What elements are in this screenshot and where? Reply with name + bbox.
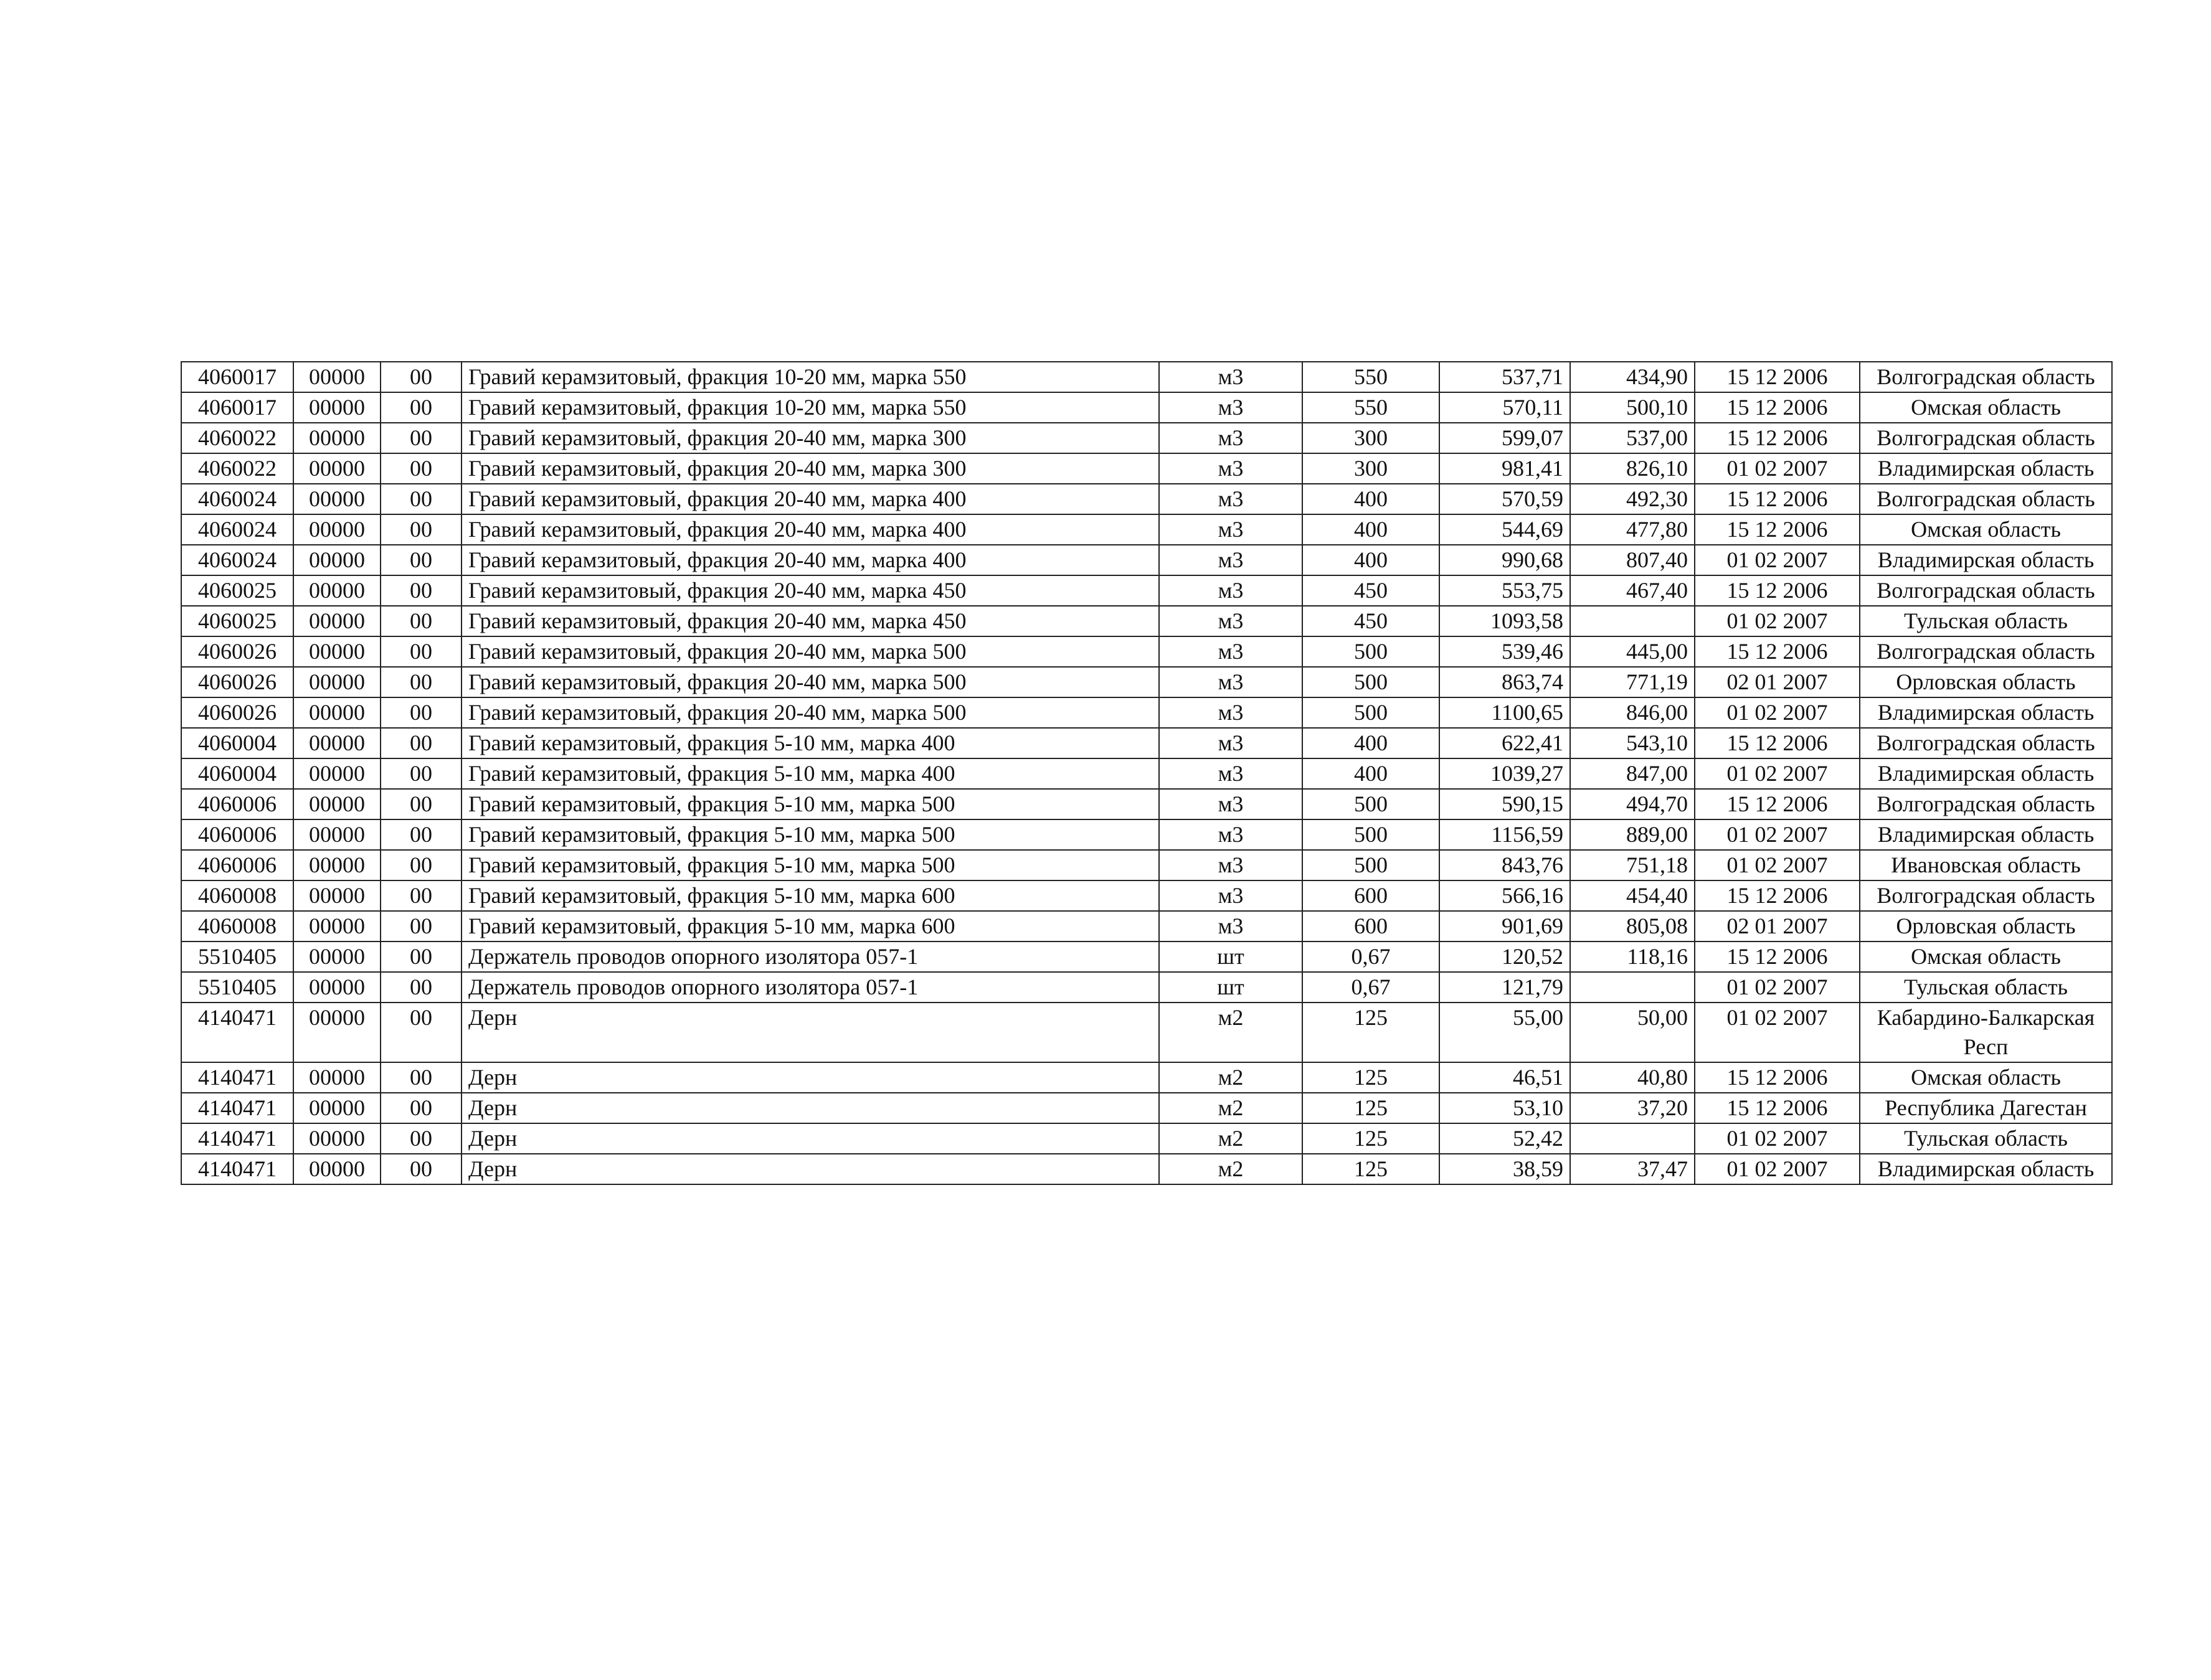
- unit-cell: м3: [1159, 667, 1302, 697]
- date-cell: 15 12 2006: [1695, 728, 1860, 758]
- material-name-cell: Гравий керамзитовый, фракция 5-10 мм, марка 500: [462, 850, 1159, 880]
- material-name-cell: Гравий керамзитовый, фракция 5-10 мм, марка 600: [462, 911, 1159, 941]
- price-alt-cell: 445,00: [1570, 636, 1695, 667]
- unit-cell: м3: [1159, 758, 1302, 789]
- unit-cell: м3: [1159, 362, 1302, 392]
- region-cell: Республика Дагестан: [1860, 1093, 2112, 1123]
- price-cell: 843,76: [1439, 850, 1570, 880]
- price-alt-cell: 434,90: [1570, 362, 1695, 392]
- unit-cell: м3: [1159, 850, 1302, 880]
- date-cell: 01 02 2007: [1695, 850, 1860, 880]
- unit-cell: м2: [1159, 1123, 1302, 1154]
- unit-cell: м3: [1159, 575, 1302, 606]
- region-cell: Волгоградская область: [1860, 362, 2112, 392]
- region-cell: Омская область: [1860, 392, 2112, 423]
- table-row: [181, 1123, 2112, 1154]
- table-row: [181, 636, 2112, 667]
- region-cell: Владимирская область: [1860, 758, 2112, 789]
- quantity-cell: 500: [1302, 850, 1439, 880]
- table-row: [181, 575, 2112, 606]
- date-cell: 01 02 2007: [1695, 606, 1860, 636]
- sub-code-cell: 00000: [293, 423, 381, 453]
- quantity-cell: 500: [1302, 667, 1439, 697]
- date-cell: 15 12 2006: [1695, 789, 1860, 819]
- unit-cell: м3: [1159, 484, 1302, 514]
- sub-code-cell: 00000: [293, 636, 381, 667]
- unit-cell: шт: [1159, 941, 1302, 972]
- quantity-cell: 125: [1302, 1003, 1439, 1062]
- material-name-cell: Дерн: [462, 1123, 1159, 1154]
- region-cell: Владимирская область: [1860, 453, 2112, 484]
- sub-code-cell: 00000: [293, 1003, 381, 1062]
- material-name-cell: Гравий керамзитовый, фракция 20-40 мм, марка 450: [462, 606, 1159, 636]
- unit-cell: м3: [1159, 728, 1302, 758]
- unit-cell: м3: [1159, 514, 1302, 545]
- price-cell: 120,52: [1439, 941, 1570, 972]
- price-alt-cell: 37,47: [1570, 1154, 1695, 1184]
- unit-cell: м3: [1159, 789, 1302, 819]
- sub-code-cell: 00000: [293, 545, 381, 575]
- unit-cell: м3: [1159, 453, 1302, 484]
- price-alt-cell: 771,19: [1570, 667, 1695, 697]
- sub-code-cell: 00000: [293, 941, 381, 972]
- date-cell: 01 02 2007: [1695, 1123, 1860, 1154]
- price-cell: 121,79: [1439, 972, 1570, 1003]
- table-row: [181, 453, 2112, 484]
- table-row: [181, 941, 2112, 972]
- region-cell: Ивановская область: [1860, 850, 2112, 880]
- quantity-cell: 600: [1302, 911, 1439, 941]
- sub-code-cell: 00000: [293, 1123, 381, 1154]
- material-code-cell: 4060024: [181, 545, 293, 575]
- material-code-cell: 4060004: [181, 758, 293, 789]
- price-cell: 1093,58: [1439, 606, 1570, 636]
- price-cell: 53,10: [1439, 1093, 1570, 1123]
- date-cell: 15 12 2006: [1695, 941, 1860, 972]
- price-table: [181, 361, 2113, 1185]
- price-alt-cell: 847,00: [1570, 758, 1695, 789]
- date-cell: 15 12 2006: [1695, 484, 1860, 514]
- quantity-cell: 400: [1302, 484, 1439, 514]
- price-alt-cell: 805,08: [1570, 911, 1695, 941]
- sub-code-cell: 00000: [293, 972, 381, 1003]
- price-alt-cell: 807,40: [1570, 545, 1695, 575]
- sub-code-cell: 00000: [293, 575, 381, 606]
- sub-code-cell: 00000: [293, 392, 381, 423]
- region-cell: Омская область: [1860, 1062, 2112, 1093]
- price-alt-cell: 826,10: [1570, 453, 1695, 484]
- date-cell: 01 02 2007: [1695, 1154, 1860, 1184]
- price-alt-cell: 50,00: [1570, 1003, 1695, 1062]
- unit-cell: м3: [1159, 423, 1302, 453]
- price-alt-cell: 467,40: [1570, 575, 1695, 606]
- unit-cell: м3: [1159, 606, 1302, 636]
- material-code-cell: 4060006: [181, 789, 293, 819]
- material-code-cell: 4140471: [181, 1062, 293, 1093]
- index-cell: 00: [381, 453, 462, 484]
- sub-code-cell: 00000: [293, 1062, 381, 1093]
- date-cell: 15 12 2006: [1695, 880, 1860, 911]
- date-cell: 01 02 2007: [1695, 697, 1860, 728]
- region-cell: Волгоградская область: [1860, 484, 2112, 514]
- table-row: [181, 606, 2112, 636]
- table-row: [181, 758, 2112, 789]
- unit-cell: шт: [1159, 972, 1302, 1003]
- material-code-cell: 4060025: [181, 575, 293, 606]
- sub-code-cell: 00000: [293, 850, 381, 880]
- table-row: [181, 514, 2112, 545]
- date-cell: 02 01 2007: [1695, 911, 1860, 941]
- unit-cell: м2: [1159, 1093, 1302, 1123]
- price-cell: 570,11: [1439, 392, 1570, 423]
- material-name-cell: Дерн: [462, 1003, 1159, 1062]
- sub-code-cell: 00000: [293, 484, 381, 514]
- index-cell: 00: [381, 941, 462, 972]
- unit-cell: м2: [1159, 1154, 1302, 1184]
- material-name-cell: Гравий керамзитовый, фракция 5-10 мм, марка 500: [462, 789, 1159, 819]
- price-cell: 55,00: [1439, 1003, 1570, 1062]
- material-code-cell: 4060025: [181, 606, 293, 636]
- material-name-cell: Гравий керамзитовый, фракция 5-10 мм, марка 600: [462, 880, 1159, 911]
- table-row: [181, 1154, 2112, 1184]
- index-cell: 00: [381, 484, 462, 514]
- quantity-cell: 0,67: [1302, 972, 1439, 1003]
- price-cell: 1100,65: [1439, 697, 1570, 728]
- region-cell: Тульская область: [1860, 972, 2112, 1003]
- region-cell: Волгоградская область: [1860, 636, 2112, 667]
- price-alt-cell: 477,80: [1570, 514, 1695, 545]
- unit-cell: м3: [1159, 636, 1302, 667]
- material-name-cell: Гравий керамзитовый, фракция 10-20 мм, марка 550: [462, 392, 1159, 423]
- material-name-cell: Гравий керамзитовый, фракция 20-40 мм, марка 400: [462, 484, 1159, 514]
- region-cell: Волгоградская область: [1860, 789, 2112, 819]
- unit-cell: м3: [1159, 819, 1302, 850]
- material-code-cell: 4060024: [181, 484, 293, 514]
- material-code-cell: 4140471: [181, 1154, 293, 1184]
- index-cell: 00: [381, 1154, 462, 1184]
- price-cell: 566,16: [1439, 880, 1570, 911]
- date-cell: 01 02 2007: [1695, 453, 1860, 484]
- quantity-cell: 600: [1302, 880, 1439, 911]
- date-cell: 01 02 2007: [1695, 819, 1860, 850]
- unit-cell: м3: [1159, 697, 1302, 728]
- table-row: [181, 789, 2112, 819]
- material-code-cell: 4060008: [181, 911, 293, 941]
- sub-code-cell: 00000: [293, 911, 381, 941]
- price-cell: 570,59: [1439, 484, 1570, 514]
- quantity-cell: 125: [1302, 1062, 1439, 1093]
- index-cell: 00: [381, 1093, 462, 1123]
- price-cell: 1156,59: [1439, 819, 1570, 850]
- price-cell: 990,68: [1439, 545, 1570, 575]
- quantity-cell: 400: [1302, 514, 1439, 545]
- index-cell: 00: [381, 728, 462, 758]
- index-cell: 00: [381, 423, 462, 453]
- material-code-cell: 4140471: [181, 1093, 293, 1123]
- date-cell: 15 12 2006: [1695, 423, 1860, 453]
- index-cell: 00: [381, 362, 462, 392]
- table-body: [181, 362, 2112, 1184]
- material-code-cell: 4060026: [181, 636, 293, 667]
- date-cell: 01 02 2007: [1695, 545, 1860, 575]
- price-cell: 537,71: [1439, 362, 1570, 392]
- index-cell: 00: [381, 1062, 462, 1093]
- index-cell: 00: [381, 850, 462, 880]
- sub-code-cell: 00000: [293, 606, 381, 636]
- quantity-cell: 500: [1302, 789, 1439, 819]
- region-cell: Волгоградская область: [1860, 423, 2112, 453]
- region-cell: Тульская область: [1860, 606, 2112, 636]
- price-cell: 599,07: [1439, 423, 1570, 453]
- material-code-cell: 4060008: [181, 880, 293, 911]
- material-name-cell: Гравий керамзитовый, фракция 20-40 мм, марка 450: [462, 575, 1159, 606]
- material-name-cell: Дерн: [462, 1093, 1159, 1123]
- unit-cell: м3: [1159, 911, 1302, 941]
- region-cell: Волгоградская область: [1860, 728, 2112, 758]
- date-cell: 02 01 2007: [1695, 667, 1860, 697]
- region-cell: Омская область: [1860, 941, 2112, 972]
- index-cell: 00: [381, 606, 462, 636]
- table-row: [181, 819, 2112, 850]
- price-cell: 901,69: [1439, 911, 1570, 941]
- material-code-cell: 4060017: [181, 392, 293, 423]
- quantity-cell: 300: [1302, 453, 1439, 484]
- index-cell: 00: [381, 880, 462, 911]
- date-cell: 01 02 2007: [1695, 1003, 1860, 1062]
- table-row: [181, 1093, 2112, 1123]
- table-row: [181, 880, 2112, 911]
- price-cell: 590,15: [1439, 789, 1570, 819]
- material-code-cell: 4140471: [181, 1123, 293, 1154]
- price-cell: 863,74: [1439, 667, 1570, 697]
- quantity-cell: 400: [1302, 545, 1439, 575]
- material-code-cell: 4060006: [181, 819, 293, 850]
- material-name-cell: Гравий керамзитовый, фракция 10-20 мм, марка 550: [462, 362, 1159, 392]
- material-name-cell: Гравий керамзитовый, фракция 20-40 мм, марка 500: [462, 667, 1159, 697]
- price-alt-cell: 537,00: [1570, 423, 1695, 453]
- index-cell: 00: [381, 819, 462, 850]
- quantity-cell: 450: [1302, 606, 1439, 636]
- region-cell: Волгоградская область: [1860, 880, 2112, 911]
- index-cell: 00: [381, 1003, 462, 1062]
- price-alt-cell: 494,70: [1570, 789, 1695, 819]
- material-name-cell: Гравий керамзитовый, фракция 20-40 мм, марка 300: [462, 423, 1159, 453]
- sub-code-cell: 00000: [293, 1154, 381, 1184]
- index-cell: 00: [381, 1123, 462, 1154]
- table-row: [181, 1062, 2112, 1093]
- region-cell: Орловская область: [1860, 667, 2112, 697]
- date-cell: 15 12 2006: [1695, 1093, 1860, 1123]
- table-row: [181, 728, 2112, 758]
- price-cell: 52,42: [1439, 1123, 1570, 1154]
- sub-code-cell: 00000: [293, 453, 381, 484]
- material-code-cell: 4060022: [181, 423, 293, 453]
- sub-code-cell: 00000: [293, 362, 381, 392]
- quantity-cell: 400: [1302, 728, 1439, 758]
- material-code-cell: 4060024: [181, 514, 293, 545]
- index-cell: 00: [381, 758, 462, 789]
- material-name-cell: Дерн: [462, 1062, 1159, 1093]
- index-cell: 00: [381, 972, 462, 1003]
- material-code-cell: 4060006: [181, 850, 293, 880]
- region-cell: Волгоградская область: [1860, 575, 2112, 606]
- index-cell: 00: [381, 911, 462, 941]
- region-cell: Тульская область: [1860, 1123, 2112, 1154]
- date-cell: 01 02 2007: [1695, 972, 1860, 1003]
- date-cell: 15 12 2006: [1695, 514, 1860, 545]
- table-row: [181, 911, 2112, 941]
- price-alt-cell: 40,80: [1570, 1062, 1695, 1093]
- quantity-cell: 500: [1302, 697, 1439, 728]
- material-name-cell: Гравий керамзитовый, фракция 5-10 мм, марка 500: [462, 819, 1159, 850]
- material-name-cell: Гравий керамзитовый, фракция 20-40 мм, марка 400: [462, 514, 1159, 545]
- material-name-cell: Дерн: [462, 1154, 1159, 1184]
- sub-code-cell: 00000: [293, 789, 381, 819]
- unit-cell: м3: [1159, 392, 1302, 423]
- price-alt-cell: 543,10: [1570, 728, 1695, 758]
- price-cell: 46,51: [1439, 1062, 1570, 1093]
- quantity-cell: 450: [1302, 575, 1439, 606]
- quantity-cell: 500: [1302, 819, 1439, 850]
- price-cell: 1039,27: [1439, 758, 1570, 789]
- index-cell: 00: [381, 545, 462, 575]
- price-cell: 622,41: [1439, 728, 1570, 758]
- date-cell: 15 12 2006: [1695, 392, 1860, 423]
- table-row: [181, 850, 2112, 880]
- material-name-cell: Держатель проводов опорного изолятора 057-1: [462, 941, 1159, 972]
- quantity-cell: 550: [1302, 362, 1439, 392]
- material-name-cell: Гравий керамзитовый, фракция 5-10 мм, марка 400: [462, 758, 1159, 789]
- index-cell: 00: [381, 575, 462, 606]
- sub-code-cell: 00000: [293, 667, 381, 697]
- sub-code-cell: 00000: [293, 728, 381, 758]
- region-cell: Кабардино-Балкарская Респ: [1860, 1003, 2112, 1062]
- quantity-cell: 550: [1302, 392, 1439, 423]
- table-row: [181, 545, 2112, 575]
- material-code-cell: 5510405: [181, 972, 293, 1003]
- index-cell: 00: [381, 514, 462, 545]
- index-cell: 00: [381, 667, 462, 697]
- unit-cell: м3: [1159, 545, 1302, 575]
- material-name-cell: Гравий керамзитовый, фракция 20-40 мм, марка 500: [462, 697, 1159, 728]
- table-row: [181, 484, 2112, 514]
- material-code-cell: 4060022: [181, 453, 293, 484]
- region-cell: Владимирская область: [1860, 819, 2112, 850]
- price-alt-cell: 492,30: [1570, 484, 1695, 514]
- price-alt-cell: 118,16: [1570, 941, 1695, 972]
- price-alt-cell: 37,20: [1570, 1093, 1695, 1123]
- material-code-cell: 4140471: [181, 1003, 293, 1062]
- sub-code-cell: 00000: [293, 514, 381, 545]
- material-name-cell: Гравий керамзитовый, фракция 20-40 мм, марка 500: [462, 636, 1159, 667]
- material-name-cell: Гравий керамзитовый, фракция 5-10 мм, марка 400: [462, 728, 1159, 758]
- region-cell: Владимирская область: [1860, 545, 2112, 575]
- material-name-cell: Гравий керамзитовый, фракция 20-40 мм, марка 400: [462, 545, 1159, 575]
- sub-code-cell: 00000: [293, 758, 381, 789]
- material-code-cell: 5510405: [181, 941, 293, 972]
- region-cell: Омская область: [1860, 514, 2112, 545]
- price-alt-cell: 889,00: [1570, 819, 1695, 850]
- region-cell: Владимирская область: [1860, 697, 2112, 728]
- date-cell: 01 02 2007: [1695, 758, 1860, 789]
- region-cell: Владимирская область: [1860, 1154, 2112, 1184]
- price-cell: 539,46: [1439, 636, 1570, 667]
- sub-code-cell: 00000: [293, 819, 381, 850]
- table-row: [181, 972, 2112, 1003]
- quantity-cell: 125: [1302, 1154, 1439, 1184]
- price-alt-cell: 454,40: [1570, 880, 1695, 911]
- table-row: [181, 423, 2112, 453]
- price-cell: 553,75: [1439, 575, 1570, 606]
- material-name-cell: Гравий керамзитовый, фракция 20-40 мм, марка 300: [462, 453, 1159, 484]
- date-cell: 15 12 2006: [1695, 636, 1860, 667]
- quantity-cell: 500: [1302, 636, 1439, 667]
- quantity-cell: 400: [1302, 758, 1439, 789]
- price-alt-cell: [1570, 606, 1695, 636]
- price-alt-cell: 751,18: [1570, 850, 1695, 880]
- index-cell: 00: [381, 789, 462, 819]
- table-row: [181, 392, 2112, 423]
- index-cell: 00: [381, 697, 462, 728]
- date-cell: 15 12 2006: [1695, 1062, 1860, 1093]
- index-cell: 00: [381, 392, 462, 423]
- price-alt-cell: [1570, 1123, 1695, 1154]
- unit-cell: м2: [1159, 1062, 1302, 1093]
- material-code-cell: 4060026: [181, 667, 293, 697]
- material-code-cell: 4060017: [181, 362, 293, 392]
- price-cell: 981,41: [1439, 453, 1570, 484]
- quantity-cell: 300: [1302, 423, 1439, 453]
- date-cell: 15 12 2006: [1695, 362, 1860, 392]
- table-row: [181, 667, 2112, 697]
- price-alt-cell: [1570, 972, 1695, 1003]
- material-code-cell: 4060026: [181, 697, 293, 728]
- sub-code-cell: 00000: [293, 697, 381, 728]
- sub-code-cell: 00000: [293, 880, 381, 911]
- material-name-cell: Держатель проводов опорного изолятора 057-1: [462, 972, 1159, 1003]
- unit-cell: м2: [1159, 1003, 1302, 1062]
- table-row: [181, 1003, 2112, 1062]
- price-alt-cell: 500,10: [1570, 392, 1695, 423]
- quantity-cell: 125: [1302, 1123, 1439, 1154]
- region-cell: Орловская область: [1860, 911, 2112, 941]
- table-row: [181, 362, 2112, 392]
- table-row: [181, 697, 2112, 728]
- sub-code-cell: 00000: [293, 1093, 381, 1123]
- quantity-cell: 125: [1302, 1093, 1439, 1123]
- unit-cell: м3: [1159, 880, 1302, 911]
- date-cell: 15 12 2006: [1695, 575, 1860, 606]
- quantity-cell: 0,67: [1302, 941, 1439, 972]
- material-code-cell: 4060004: [181, 728, 293, 758]
- price-cell: 544,69: [1439, 514, 1570, 545]
- index-cell: 00: [381, 636, 462, 667]
- price-alt-cell: 846,00: [1570, 697, 1695, 728]
- price-cell: 38,59: [1439, 1154, 1570, 1184]
